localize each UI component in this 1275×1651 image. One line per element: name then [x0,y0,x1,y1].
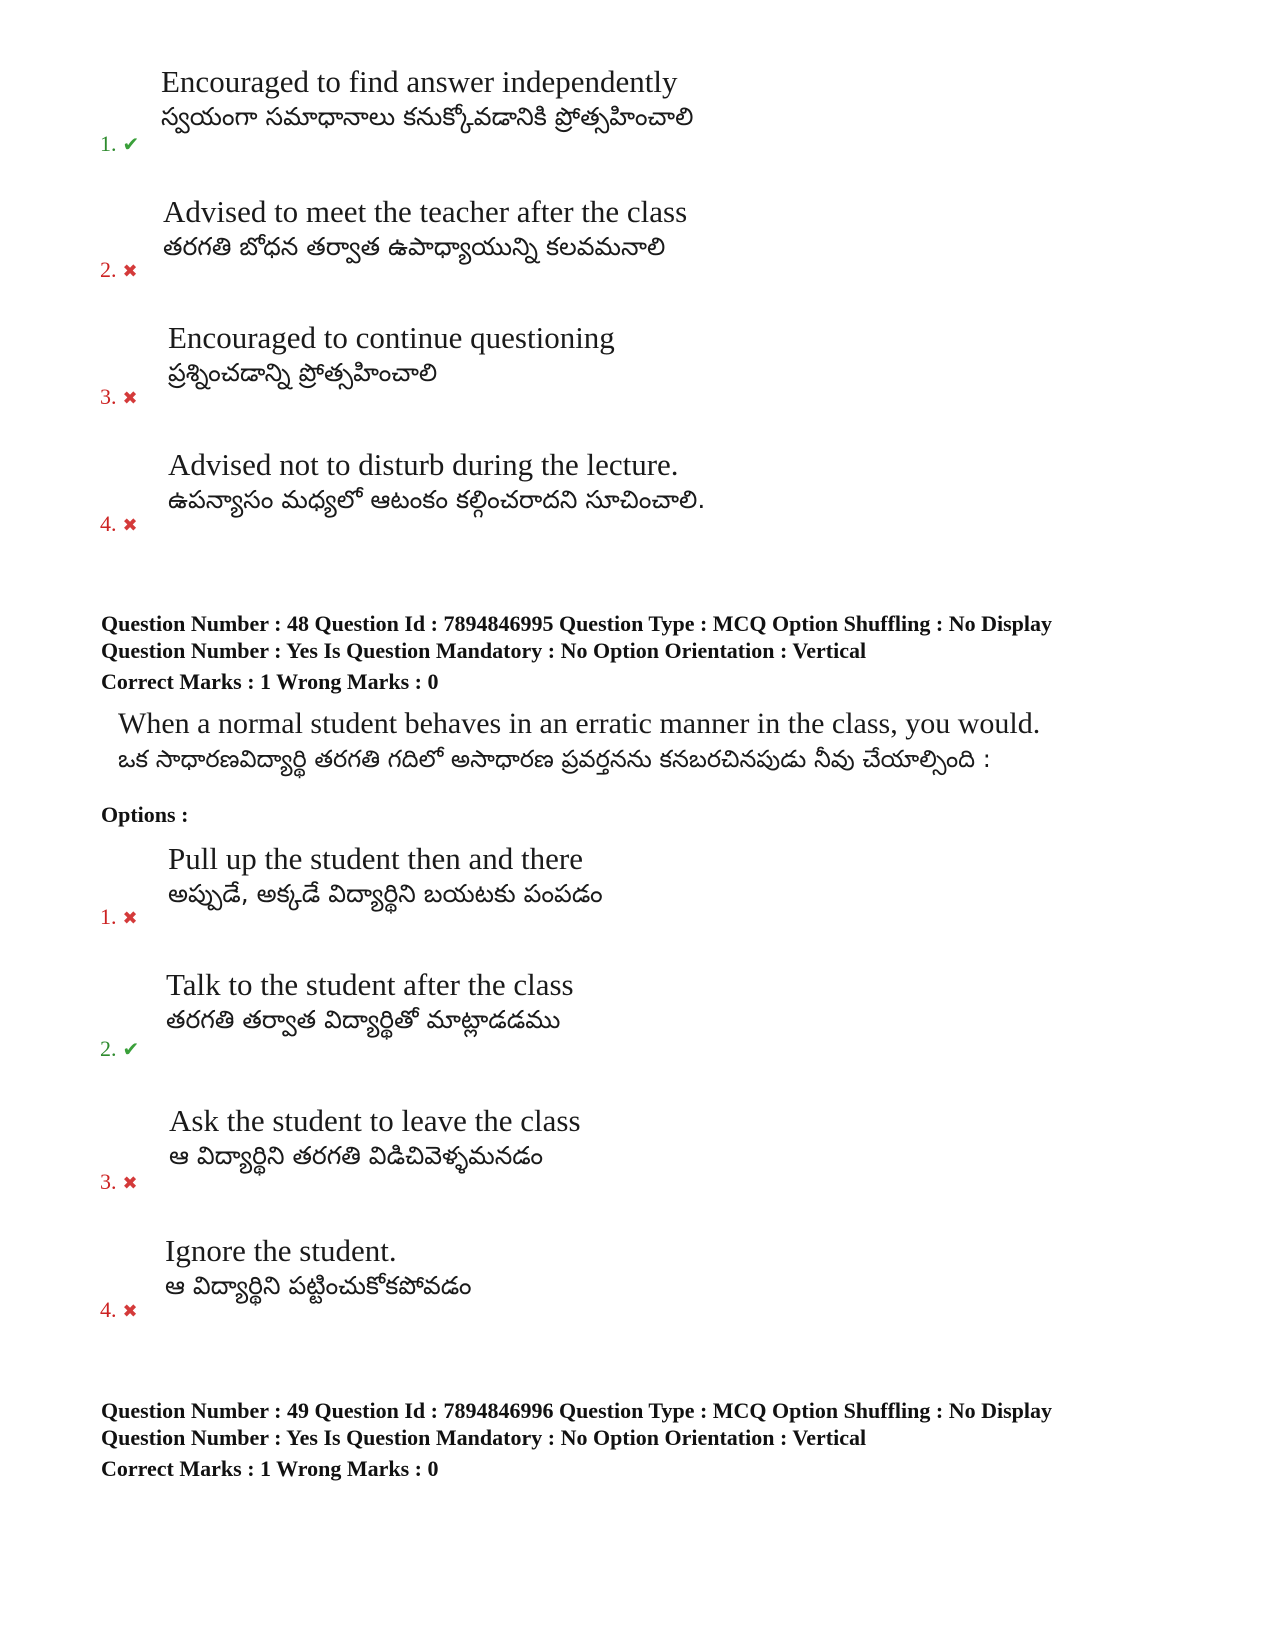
option-text-te: తరగతి తర్వాత విద్యార్థితో మాట్లాడడము [166,1005,561,1034]
option-text-en: Encouraged to continue questioning [168,320,615,355]
option-number: 2. ✔ [100,1036,140,1061]
option-number: 3. ✖ [100,1169,138,1194]
check-icon: ✔ [122,134,140,156]
option-number: 3. ✖ [100,384,138,409]
option-text-en: Talk to the student after the class [166,967,574,1002]
cross-icon: ✖ [122,388,138,408]
question-marks: Correct Marks : 1 Wrong Marks : 0 [101,669,439,694]
option-number: 4. ✖ [100,511,138,536]
option-text-te: ప్రశ్నించడాన్ని ప్రోత్సహించాలి [168,358,438,387]
option-number: 4. ✖ [100,1297,138,1322]
question-text-en: When a normal student behaves in an erratic manner in the class, you would. [118,707,1041,740]
option-text-en: Advised to meet the teacher after the class [163,194,688,229]
cross-icon: ✖ [122,908,138,928]
option-text-te: ఆ విద్యార్థిని పట్టించుకోకపోవడం [165,1271,472,1300]
question-marks: Correct Marks : 1 Wrong Marks : 0 [101,1456,439,1481]
option-number: 2. ✖ [100,257,138,282]
options-label: Options : [101,802,189,827]
question-meta-line-1: Question Number : 48 Question Id : 7894846995 Question Type : MCQ Option Shuffling : No Display [101,611,1053,636]
option-text-en: Advised not to disturb during the lecture. [168,447,679,482]
question-meta-line-2: Question Number : Yes Is Question Mandatory : No Option Orientation : Vertical [101,638,867,663]
option-number: 1. ✔ [100,131,140,156]
question-meta-line-2: Question Number : Yes Is Question Mandatory : No Option Orientation : Vertical [101,1425,867,1450]
question-text [118,706,1040,776]
option-text-te: ఉపన్యాసం మధ్యలో ఆటంకం కల్గించరాదని సూచించాలి. [168,485,706,514]
cross-icon: ✖ [122,261,138,281]
option-text-te: స్వయంగా సమాధానాలు కనుక్కోవడానికి ప్రోత్సహించాలి [161,102,694,131]
cross-icon: ✖ [122,1301,138,1321]
question-meta-line-1: Question Number : 49 Question Id : 7894846996 Question Type : MCQ Option Shuffling : No Display [101,1398,1053,1423]
option-text-te: తరగతి బోధన తర్వాత ఉపాధ్యాయున్ని కలవమనాలి [163,232,666,261]
option-text-te: అప్పుడే, అక్కడే విద్యార్థిని బయటకు పంపడం [168,879,603,908]
question-text-te: ఒక సాధారణవిద్యార్థి తరగతి గదిలో అసాధారణ ప్రవర్తనను కనబరచినపుడు నీవు చేయాల్సింది : [118,745,991,773]
option-text-en: Pull up the student then and there [168,841,583,876]
option-text-en: Encouraged to find answer independently [161,64,678,99]
option-text-en: Ask the student to leave the class [169,1103,581,1138]
cross-icon: ✖ [122,1173,138,1193]
option-text-en: Ignore the student. [165,1233,397,1268]
option-number: 1. ✖ [100,904,138,929]
cross-icon: ✖ [122,515,138,535]
check-icon: ✔ [122,1039,140,1061]
option-text-te: ఆ విద్యార్థిని తరగతి విడిచివెళ్ళమనడం [169,1141,544,1170]
